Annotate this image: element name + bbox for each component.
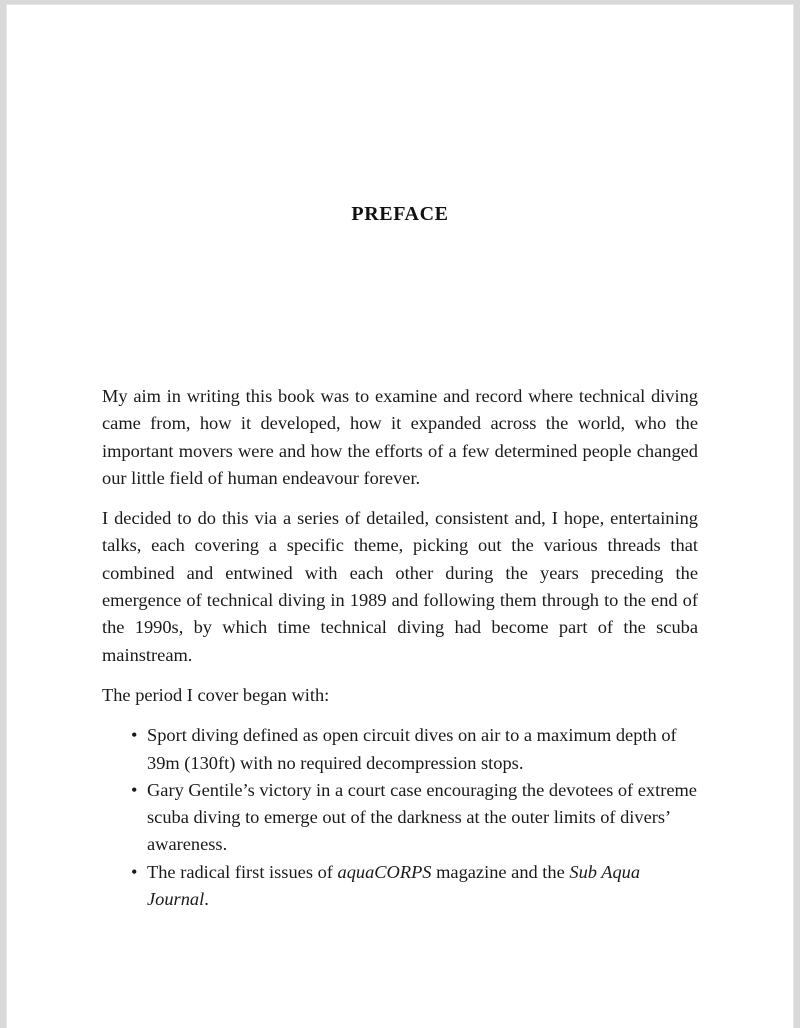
text-run: . [204,889,209,910]
bullet-icon: • [131,861,138,882]
text-run: Sport diving defined as open circuit dives on air to a maximum depth of 39m (130ft) with no required decompression stops. [147,725,677,773]
text-run: Gary Gentile’s victory in a court case encouraging the devotees of extreme scuba diving to emerge out of the darkness at the outer limits of divers’ awareness. [147,779,697,855]
list-item [102,777,698,859]
page-title: PREFACE [351,203,449,225]
list-item-text [147,777,698,859]
list-item-text [147,722,698,777]
text-column [102,5,698,1028]
paragraph-1: My aim in writing this book was to examine and record where technical diving came from, how it developed, how it expanded across the world, who the important movers were and how the efforts of a few determined people changed our little field of human endeavour forever. [102,386,698,488]
text-run: The radical first issues of [147,861,338,882]
italic-title: Sub Aqua Journal [147,861,641,910]
document-page [7,5,793,1028]
list-item [102,722,698,777]
body-content [102,383,698,913]
paragraph-3: The period I cover began with: [102,684,330,705]
list-item [102,859,698,914]
italic-title: aquaCORPS [337,861,432,882]
bullet-list [102,722,698,913]
bullet-icon: • [131,725,138,746]
paragraph-2: I decided to do this via a series of detailed, consistent and, I hope, entertaining talks, each covering a specific theme, picking out the various threads that combined and entwined with each other during the years preceding the emergence of technical diving in 1989 and following them through to the end of the 1990s, by which time technical diving had become part of the scuba mainstream. [102,508,698,665]
list-item-text [147,859,698,914]
text-run: magazine and the [431,861,570,882]
bullet-icon: • [131,779,138,800]
